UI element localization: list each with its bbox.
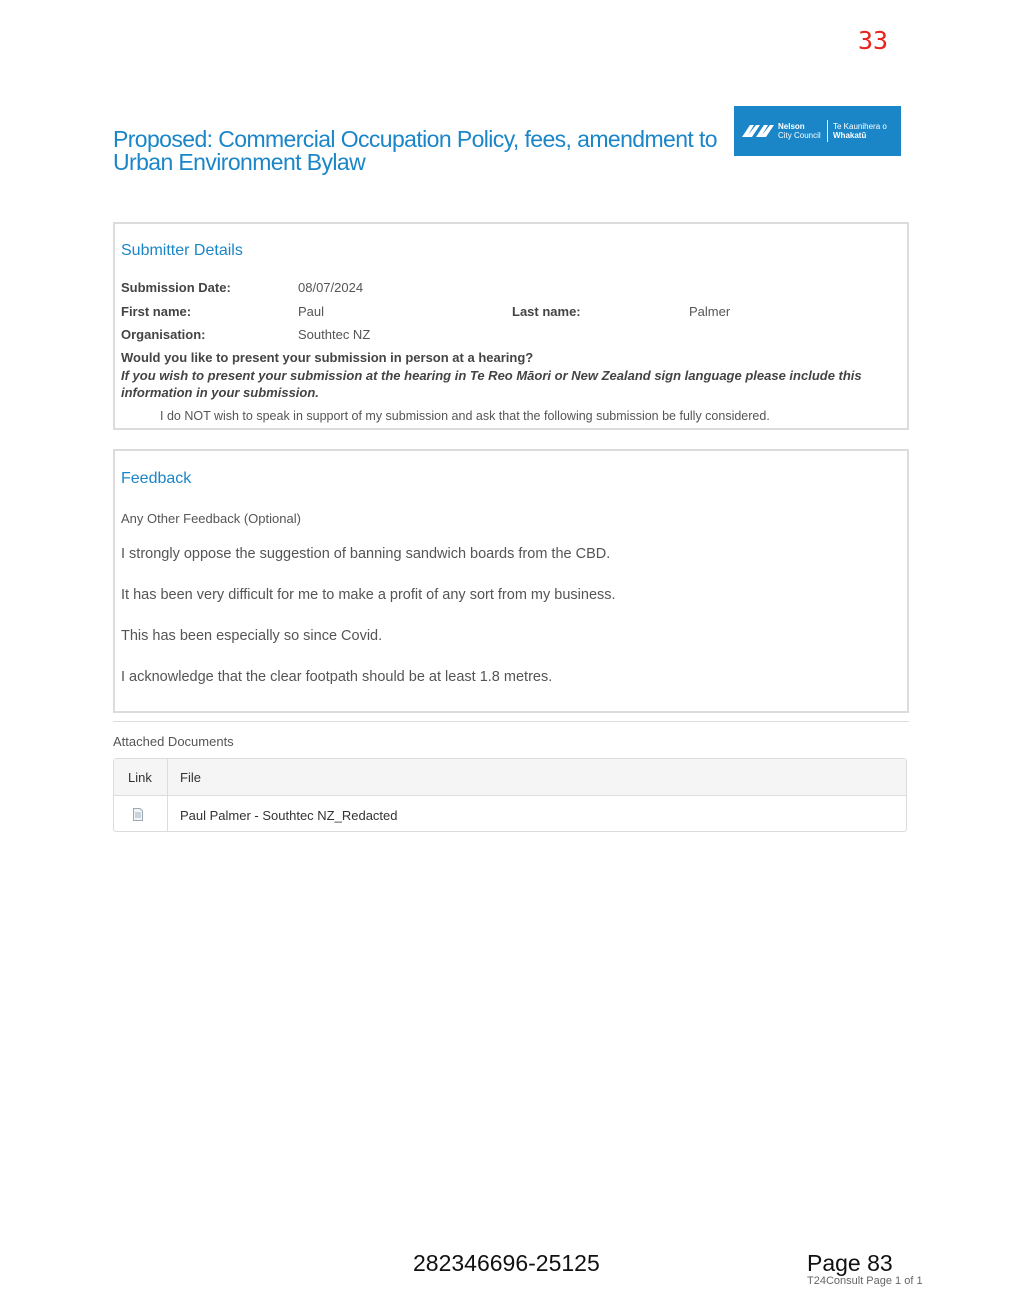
feedback-panel	[113, 449, 909, 713]
attached-documents-table	[113, 758, 907, 832]
submitter-details-panel	[113, 222, 909, 430]
logo-text-english: Nelson City Council	[778, 122, 821, 140]
column-header-file: File	[180, 770, 201, 785]
submission-date-value: 08/07/2024	[298, 280, 364, 295]
attached-documents-label: Attached Documents	[113, 734, 234, 749]
feedback-line: It has been very difficult for me to make a profit of any sort from my business.	[121, 587, 616, 603]
submission-date-label: Submission Date:	[121, 280, 231, 295]
attached-file-name: Paul Palmer - Southtec NZ_Redacted	[180, 808, 398, 823]
table-header	[114, 759, 906, 796]
first-name-label: First name:	[121, 304, 192, 319]
feedback-heading: Feedback	[121, 470, 192, 487]
feedback-line: I strongly oppose the suggestion of banning sandwich boards from the CBD.	[121, 546, 611, 562]
footer-page-info: T24Consult Page 1 of 1	[807, 1275, 923, 1287]
last-name-label: Last name:	[512, 304, 581, 319]
document-icon[interactable]	[133, 808, 143, 821]
last-name-value: Palmer	[689, 304, 731, 319]
hearing-question: Would you like to present your submission in person at a hearing?	[121, 350, 534, 365]
organisation-value: Southtec NZ	[298, 327, 371, 342]
submitter-details-heading: Submitter Details	[121, 242, 243, 259]
column-header-link: Link	[128, 770, 152, 785]
council-logo	[734, 106, 901, 156]
feedback-line: This has been especially so since Covid.	[121, 628, 383, 644]
column-divider	[167, 759, 168, 831]
first-name-value: Paul	[298, 304, 325, 319]
hearing-answer: I do NOT wish to speak in support of my submission and ask that the following submission be fully considered.	[160, 409, 770, 423]
section-divider	[113, 721, 909, 722]
council-logo-icon	[740, 119, 774, 143]
organisation-label: Organisation:	[121, 327, 206, 342]
logo-text-maori: Te Kaunihera o Whakatū	[833, 122, 887, 140]
stamp-number: 33	[858, 26, 889, 55]
page-title: Proposed: Commercial Occupation Policy, fees, amendment to Urban Environment Bylaw	[113, 126, 717, 175]
footer-page-number: Page 83	[807, 1250, 893, 1276]
feedback-line: I acknowledge that the clear footpath should be at least 1.8 metres.	[121, 669, 553, 685]
hearing-question-note: If you wish to present your submission at the hearing in Te Reo Māori or New Zealand sign language please include this information in your submission.	[121, 368, 862, 400]
feedback-sublabel: Any Other Feedback (Optional)	[121, 511, 301, 526]
logo-divider	[827, 120, 828, 142]
footer-document-id: 282346696-25125	[413, 1250, 600, 1276]
